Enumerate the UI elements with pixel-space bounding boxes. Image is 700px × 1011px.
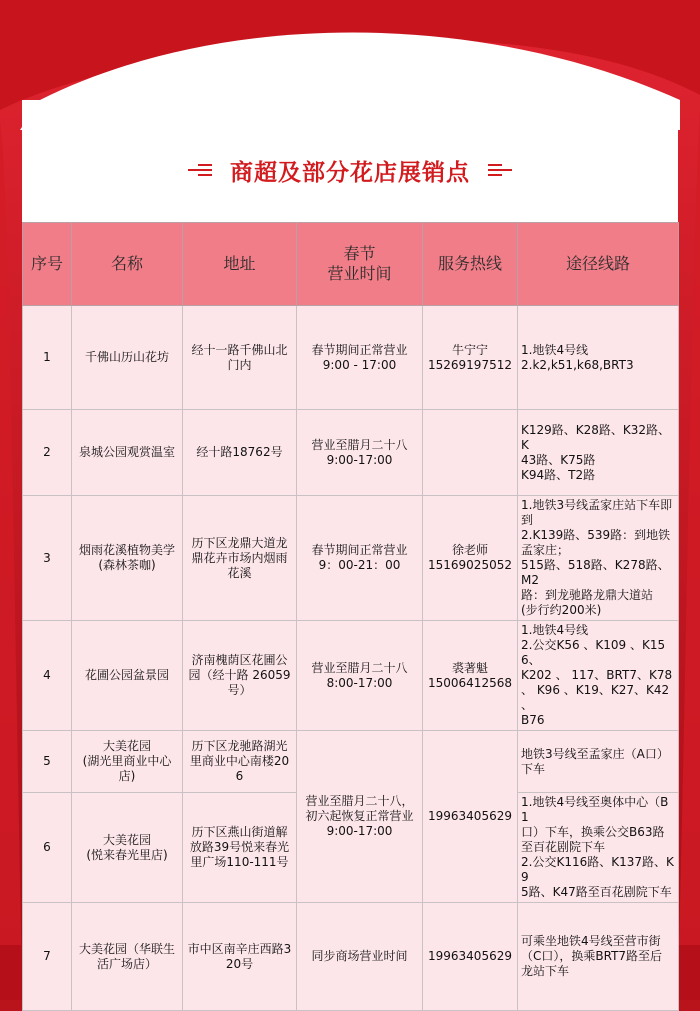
contact-phone: 15269197512 [428,357,512,372]
cell-name [72,621,183,731]
name-line: (湖光里商业中心 [82,754,172,768]
cell-route [518,410,679,496]
name-line: (悦来春光里店) [86,847,168,862]
route-line: 口）下车，换乘公交B63路 [521,825,665,839]
table-row [23,731,679,793]
cell-name [72,496,183,621]
header-phone: 服务热线 [423,223,518,306]
contact-phone: 19963405629 [428,809,512,823]
cell-address [183,793,297,903]
stores-table [22,222,679,1011]
table-row [23,496,679,621]
hours-line: 同步商场营业时间 [311,949,408,963]
cell-address [183,496,297,621]
contact-name: 裘著魁 [451,660,488,675]
address-line: 20号 [225,956,254,971]
cell-no: 2 [23,410,72,496]
cell-address [183,306,297,410]
cell-address [183,731,297,793]
hours-line: 春节期间正常营业 [311,543,408,557]
cell-route [518,731,679,793]
contact-name: 徐老师 [451,543,488,557]
name-line: 大美花园 [102,832,151,847]
address-line: 放路39号悦来春光 [189,840,290,854]
address-line: 鼎花卉市场内烟雨 [191,550,288,565]
hours-line: 9:00-17:00 [326,824,393,838]
route-line: 至百花剧院下车 [521,840,606,854]
cell-name [72,410,183,496]
hours-line: 9：00-21：00 [318,558,401,572]
name-line: 千佛山历山花坊 [84,350,169,364]
route-line: 2.公交K56 、K109 、K156、 [521,638,666,667]
hours-line: 春节期间正常营业 [311,342,408,357]
route-line: 1.地铁4号线至奥体中心（B1 [521,795,669,824]
name-line: 泉城公园观赏温室 [78,445,175,459]
cell-no: 4 [23,621,72,731]
hours-line: 9:00 - 17:00 [322,357,397,372]
route-line: 到 [521,513,534,527]
route-line: 2.K139路、539路：到地铁 [521,528,671,542]
table-row [23,410,679,496]
cell-route [518,903,679,1011]
header-address: 地址 [183,223,297,306]
route-line: 2.k2,k51,k68,BRT3 [521,357,634,372]
route-line: （C口），换乘BRT7路至后 [521,949,663,963]
address-line: 园（经十路 26059 [188,668,291,682]
cell-hours [297,410,423,496]
route-line: (步行约200米) [521,603,602,617]
cell-name [72,793,183,903]
table-row [23,903,679,1011]
header-name: 名称 [72,223,183,306]
route-line: B76 [521,713,545,727]
table-header-row [23,223,679,306]
route-line: 龙站下车 [521,964,570,978]
route-line: 2.公交K116路、K137路、K9 [521,855,674,884]
hours-line: 9:00-17:00 [326,452,393,467]
route-line: 可乘坐地铁4号线至营市街 [521,934,661,948]
address-line: 经十一路千佛山北 [191,342,288,357]
address-line: 里商业中心南楼206 [189,754,290,783]
address-line: 历下区燕山街道解 [191,825,288,839]
name-line: 店) [118,769,136,783]
cell-no: 5 [23,731,72,793]
cell-name [72,731,183,793]
route-line: 孟家庄； [521,543,570,557]
cell-phone [423,306,518,410]
route-line: 515路、518路、K278路、M2 [521,558,670,587]
route-line: 5路、K47路至百花剧院下车 [521,885,672,899]
hours-line: 营业至腊月二十八， [305,794,414,808]
cell-hours [297,306,423,410]
header-hours-line2: 营业时间 [327,264,392,283]
cell-no: 7 [23,903,72,1011]
contact-phone: 15006412568 [428,675,512,690]
table-row [23,621,679,731]
cell-phone-merged [423,731,518,903]
header-hours [297,223,423,306]
route-line: 1.地铁3号线孟家庄站下车即 [521,498,673,512]
route-line: K129路、K28路、K32路、K [521,422,671,452]
table-row [23,306,679,410]
route-line: K202 、 117、BRT7、K78 [521,668,673,682]
header-hours-line1: 春节 [343,244,376,263]
cell-address [183,410,297,496]
page-title: 商超及部分花店展销点 [230,159,470,186]
route-line: 路：到龙驰路龙鼎大道站 [521,588,654,602]
name-line: 活广场店） [96,956,157,971]
cell-phone [423,621,518,731]
cell-hours [297,496,423,621]
title-decoration-left [188,164,212,176]
cell-route [518,306,679,410]
cell-hours [297,903,423,1011]
hours-line: 营业至腊月二十八 [311,660,408,675]
cell-phone [423,410,518,496]
name-line: (森林茶咖) [98,558,156,572]
address-line: 历下区龙驰路湖光 [191,739,288,753]
route-line: 43路、K75路 [521,452,596,467]
cell-route [518,496,679,621]
name-line: 大美花园（华联生 [78,941,175,956]
header-route: 途径线路 [518,223,679,306]
cell-name [72,306,183,410]
cell-name [72,903,183,1011]
cell-address [183,621,297,731]
cell-hours-merged [297,731,423,903]
cell-no: 1 [23,306,72,410]
route-line: 地铁3号线至孟家庄（A口） [521,746,669,761]
route-line: 1.地铁4号线 [521,342,589,357]
address-line: 门内 [227,357,252,372]
name-line: 花圃公园盆景园 [84,668,169,682]
cell-phone [423,903,518,1011]
contact-phone: 19963405629 [428,949,512,963]
contact-phone: 15169025052 [428,558,512,572]
header-no: 序号 [23,223,72,306]
hours-line: 8:00-17:00 [326,675,393,690]
cell-route [518,793,679,903]
hours-line: 初六起恢复正常营业 [305,809,414,823]
title-decoration-right [488,164,512,176]
route-line: 下车 [521,761,546,776]
address-line: 市中区南辛庄西路3 [187,941,292,956]
hours-line: 营业至腊月二十八 [311,437,408,452]
route-line: 、 K96 、K19、K27、K42 、 [521,683,670,712]
address-line: 历下区龙鼎大道龙 [191,535,288,550]
address-line: 里广场110-111号 [190,855,289,869]
address-line: 济南槐荫区花圃公 [191,653,288,667]
cell-no: 3 [23,496,72,621]
address-line: 花溪 [227,565,252,580]
address-line: 号） [227,683,252,697]
cell-route [518,621,679,731]
contact-name: 牛宁宁 [451,342,488,357]
route-line: 1.地铁4号线 [521,623,589,637]
cell-no: 6 [23,793,72,903]
cell-phone [423,496,518,621]
name-line: 烟雨花溪植物美学 [78,543,175,557]
cell-address [183,903,297,1011]
cell-hours [297,621,423,731]
name-line: 大美花园 [102,739,151,753]
address-line: 经十路18762号 [196,445,283,459]
title-row [22,148,678,192]
route-line: K94路、T2路 [521,467,596,482]
